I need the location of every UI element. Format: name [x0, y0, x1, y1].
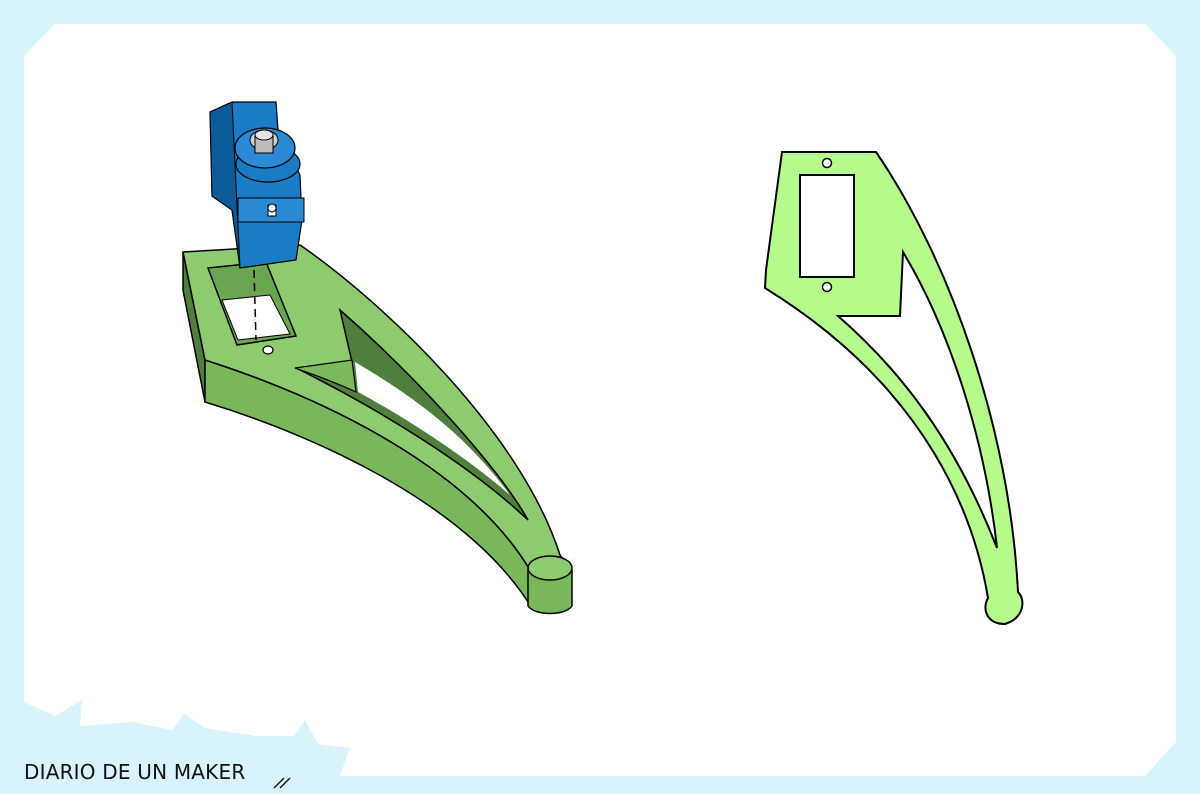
mount-hole-3d	[263, 346, 273, 354]
brand-label: DIARIO DE UN MAKER	[24, 760, 246, 784]
canvas-background	[24, 24, 1176, 776]
profile-hole-bottom	[823, 283, 832, 292]
profile-hole-top	[823, 159, 832, 168]
double-slash-icon	[272, 776, 292, 790]
